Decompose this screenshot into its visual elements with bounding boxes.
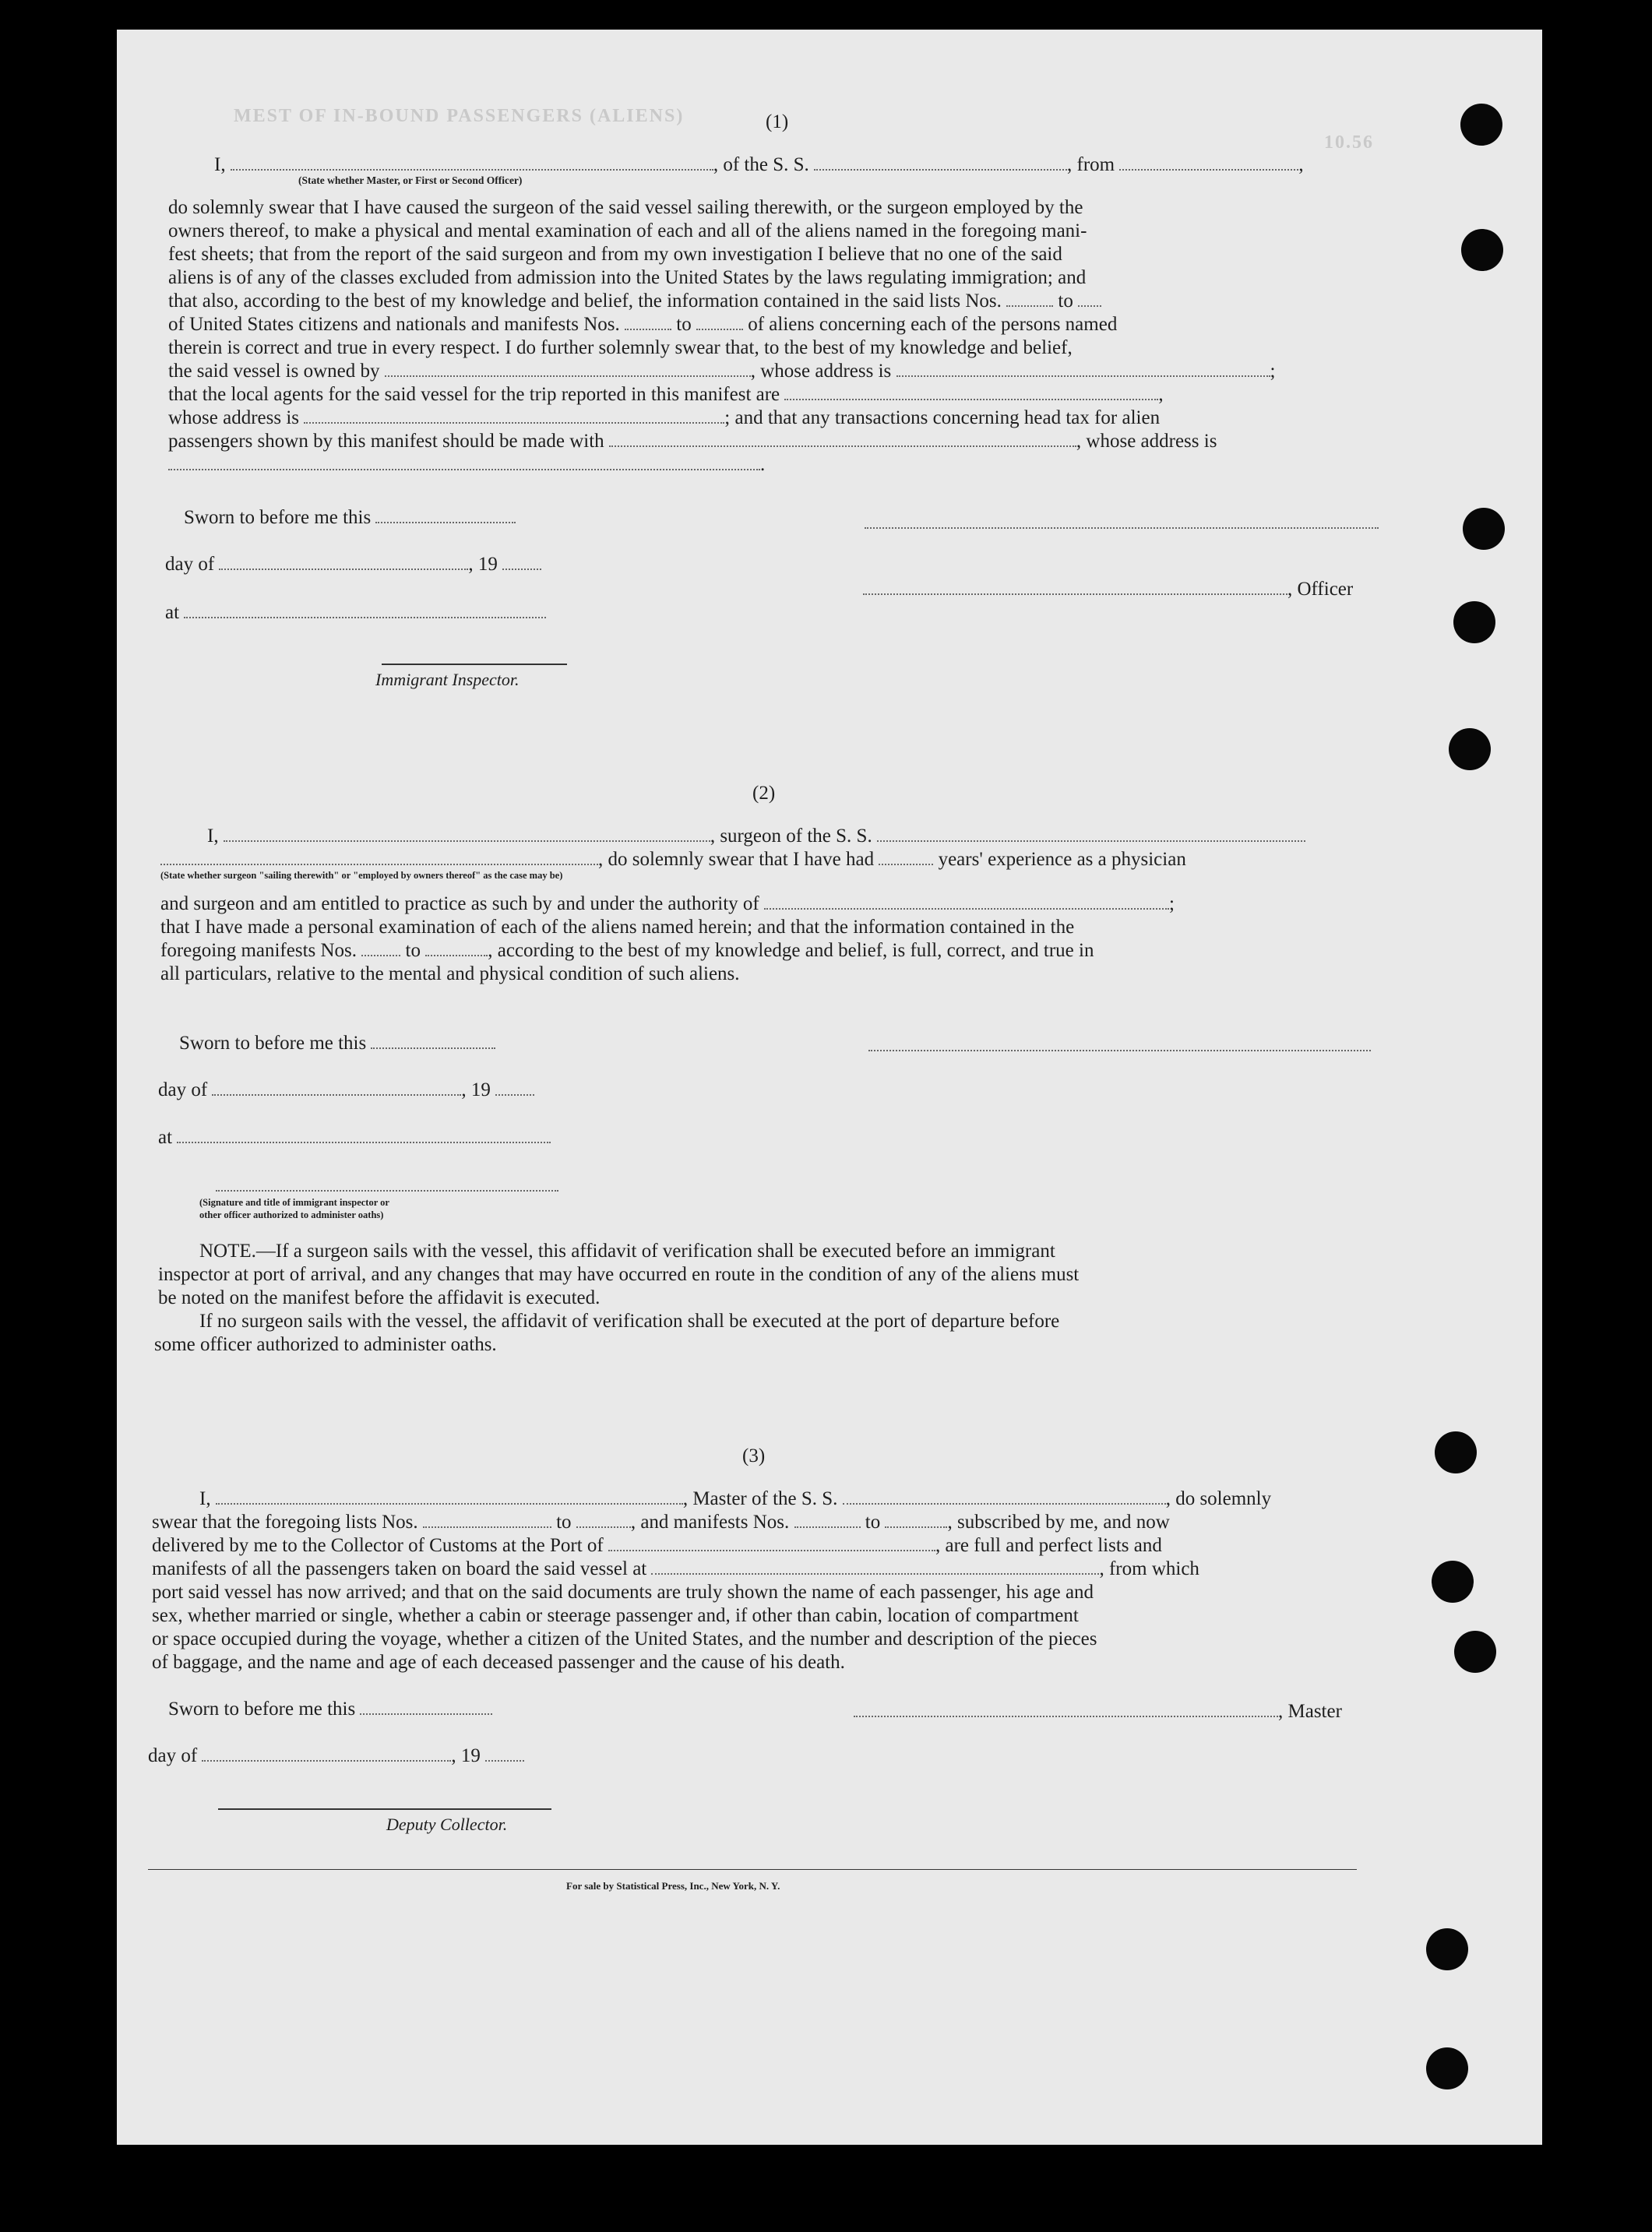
s2-ship-field[interactable] <box>877 826 1305 842</box>
punch-hole <box>1426 1928 1468 1970</box>
s1-para-3: fest sheets; that from the report of the said surgeon and from my own investigation I believe that no one of the said <box>168 244 1062 265</box>
s1-text: that the local agents for the said vessel for the trip reported in this manifest are <box>168 384 780 405</box>
s1-text: passengers shown by this manifest should be made with <box>168 431 604 452</box>
s1-para-1: do solemnly swear that I have caused the surgeon of the said vessel sailing therewith, or the surgeon employed by the <box>168 197 1083 218</box>
s1-text: , of the S. S. <box>713 154 809 175</box>
bleed-through-title: MEST OF IN-BOUND PASSENGERS (ALIENS) <box>234 106 685 126</box>
footer-printer-credit: For sale by Statistical Press, Inc., New York, N. Y. <box>566 1880 780 1892</box>
s1-officer-line <box>863 578 1353 601</box>
s1-para-4: aliens is of any of the classes excluded from admission into the United States by the laws regulating immigration; and <box>168 267 1087 288</box>
punch-hole <box>1449 728 1491 770</box>
s3-line-8: of baggage, and the name and age of each deceased passenger and the cause of his death. <box>152 1652 845 1673</box>
s3-sworn-date-field[interactable] <box>360 1699 492 1715</box>
s3-line-6: sex, whether married or single, whether a cabin or steerage passenger and, if other than cabin, location of compartment <box>152 1605 1079 1626</box>
s3-text: day of <box>148 1745 198 1766</box>
s2-text: day of <box>158 1079 208 1100</box>
s3-text: I, <box>199 1488 211 1509</box>
s1-text: to <box>676 314 692 335</box>
s1-text: whose address is <box>168 407 300 428</box>
s2-inspector-signature-line[interactable] <box>216 1190 558 1192</box>
section-3-number: (3) <box>742 1445 766 1466</box>
s2-surgeon-signature-line[interactable] <box>868 1050 1371 1051</box>
s2-day-field[interactable] <box>212 1080 461 1096</box>
punch-hole <box>1461 229 1503 271</box>
s2-note-2: inspector at port of arrival, and any changes that may have occurred en route in the condition of any of the aliens must <box>158 1264 1080 1285</box>
s2-text: ; <box>1169 893 1175 914</box>
s1-text: , whose address is <box>1076 431 1217 452</box>
punch-hole <box>1435 1431 1477 1473</box>
s2-text: , according to the best of my knowledge and belief, is full, correct, and true in <box>488 940 1094 961</box>
section-2-number: (2) <box>752 783 776 804</box>
s3-text: delivered by me to the Collector of Customs at the Port of <box>152 1535 604 1556</box>
s3-lists-from-field[interactable] <box>423 1512 551 1528</box>
s3-text: , from which <box>1099 1558 1199 1579</box>
s3-line-3 <box>152 1534 1162 1558</box>
s3-text: , subscribed by me, and now <box>947 1512 1170 1533</box>
s1-text: day of <box>165 554 215 575</box>
manifests-from-field[interactable] <box>625 315 671 330</box>
s3-text: , Master <box>1278 1701 1342 1722</box>
s3-text: , Master of the S. S. <box>682 1488 838 1509</box>
licensing-authority-field[interactable] <box>764 894 1169 910</box>
s3-line-1 <box>199 1487 1271 1511</box>
s2-line-2 <box>160 848 1186 871</box>
s2-text: foregoing manifests Nos. <box>160 940 358 961</box>
s2-text: , 19 <box>461 1079 491 1100</box>
s1-para-11 <box>168 430 1217 453</box>
s2-year-field[interactable] <box>495 1080 534 1096</box>
owner-field[interactable] <box>385 361 751 377</box>
s3-collector-signature-line[interactable] <box>218 1808 551 1810</box>
s1-text: I, <box>214 154 226 175</box>
s2-text: —If a surgeon sails with the vessel, this affidavit of verification shall be executed before an immigrant <box>255 1241 1055 1262</box>
s1-text: , 19 <box>468 554 498 575</box>
s1-para-7: therein is correct and true in every respect. I do further solemnly swear that, to the best of my knowledge and belief, <box>168 337 1073 358</box>
punch-hole <box>1463 508 1505 550</box>
master-name-field[interactable] <box>216 1489 683 1505</box>
s2-text: to <box>405 940 421 961</box>
s2-text: Sworn to before me this <box>179 1033 367 1054</box>
head-tax-address-field[interactable] <box>168 455 760 470</box>
s3-text: , 19 <box>451 1745 481 1766</box>
s3-line-7: or space occupied during the voyage, whether a citizen of the United States, and the number and description of the pieces <box>152 1628 1097 1649</box>
s1-sworn-line <box>184 506 516 530</box>
s3-text: swear that the foregoing lists Nos. <box>152 1512 418 1533</box>
s3-text: Sworn to before me this <box>168 1699 356 1720</box>
from-port-field[interactable] <box>1119 155 1298 171</box>
s2-text: , do solemnly swear that I have had <box>598 849 875 870</box>
s3-manifests-from-field[interactable] <box>794 1512 861 1528</box>
local-agents-field[interactable] <box>784 385 1158 400</box>
ship-name-field[interactable] <box>814 155 1067 171</box>
s1-officer-field[interactable] <box>863 579 1287 595</box>
s1-text: . <box>760 454 766 475</box>
s2-line-2-note: (State whether surgeon "sailing therewith" or "employed by owners thereof" as the case may be) <box>160 870 563 881</box>
collector-port-field[interactable] <box>608 1536 935 1551</box>
s3-line-5: port said vessel has now arrived; and that on the said documents are truly shown the name of each passenger, his age and <box>152 1582 1094 1603</box>
s3-line-4 <box>152 1558 1199 1581</box>
s2-para-3 <box>160 892 1175 916</box>
s1-text: , whose address is <box>750 361 892 382</box>
s1-inspector-signature-line[interactable] <box>382 664 567 665</box>
s3-day-field[interactable] <box>202 1746 451 1762</box>
s2-note-4: If no surgeon sails with the vessel, the affidavit of verification shall be executed at the port of departure before <box>199 1311 1060 1332</box>
s3-manifests-to-field[interactable] <box>885 1512 947 1528</box>
s2-para-4: that I have made a personal examination of each of the aliens named herein; and that the information contained in the <box>160 917 1075 938</box>
s1-text: ; and that any transactions concerning head tax for alien <box>724 407 1161 428</box>
s1-para-2: owners thereof, to make a physical and mental examination of each and all of the aliens named in the foregoing mani- <box>168 220 1087 241</box>
surgeon-name-field[interactable] <box>224 826 710 842</box>
owner-address-field[interactable] <box>896 361 1270 377</box>
s2-sworn-line <box>179 1032 495 1055</box>
s3-text: , are full and perfect lists and <box>935 1535 1162 1556</box>
officer-rank-field[interactable] <box>231 155 713 171</box>
embarkation-port-field[interactable] <box>651 1559 1099 1575</box>
s1-para-10 <box>168 407 1160 430</box>
s1-text: , from <box>1067 154 1115 175</box>
s2-sworn-date-field[interactable] <box>371 1033 495 1049</box>
s3-ship-field[interactable] <box>843 1489 1166 1505</box>
s1-text: , Officer <box>1287 579 1354 600</box>
punch-hole <box>1453 601 1495 643</box>
s2-manifest-from-field[interactable] <box>361 941 400 956</box>
bleed-through-number: 10.56 <box>1324 132 1374 153</box>
section-1-number: (1) <box>766 111 789 132</box>
s1-para-5 <box>168 290 1101 313</box>
s1-text: , <box>1298 154 1304 175</box>
punch-hole <box>1426 2047 1468 2089</box>
s3-sworn-line <box>168 1698 492 1721</box>
s1-dayof-line <box>165 553 541 576</box>
s2-sig-caption-1: (Signature and title of immigrant inspector or <box>199 1197 389 1208</box>
note-label: NOTE. <box>199 1241 256 1262</box>
s1-para-6 <box>168 313 1117 336</box>
s1-text: , <box>1158 384 1164 405</box>
s1-day-field[interactable] <box>219 554 468 570</box>
s1-at-field[interactable] <box>184 603 546 618</box>
head-tax-contact-field[interactable] <box>609 431 1076 447</box>
footer-rule <box>148 1869 1357 1870</box>
s2-note-3: be noted on the manifest before the affidavit is executed. <box>158 1287 601 1308</box>
s1-para-9 <box>168 383 1164 407</box>
s1-text: of aliens concerning each of the persons named <box>748 314 1118 335</box>
s1-inspector-caption: Immigrant Inspector. <box>375 670 520 689</box>
s1-para-8 <box>168 360 1275 383</box>
s1-text: ; <box>1270 361 1276 382</box>
s2-text: I, <box>207 826 219 847</box>
s3-master-line <box>854 1700 1342 1723</box>
s1-text: Sworn to before me this <box>184 507 372 528</box>
s1-para-12 <box>168 453 765 477</box>
s2-para-5 <box>160 939 1094 963</box>
s3-collector-caption: Deputy Collector. <box>386 1815 508 1834</box>
s2-text: at <box>158 1127 173 1148</box>
s1-sworn-date-field[interactable] <box>375 508 516 523</box>
s3-master-signature-field[interactable] <box>854 1702 1278 1717</box>
s3-year-field[interactable] <box>485 1746 524 1762</box>
s3-dayof-line <box>148 1744 524 1768</box>
s3-text: to <box>865 1512 881 1533</box>
s3-text: manifests of all the passengers taken on board the said vessel at <box>152 1558 647 1579</box>
s2-para-6: all particulars, relative to the mental and physical condition of such aliens. <box>160 963 740 984</box>
s2-manifest-to-field[interactable] <box>425 941 488 956</box>
agents-address-field[interactable] <box>304 408 724 424</box>
s1-line-1 <box>214 153 1304 177</box>
s1-at-line <box>165 601 546 625</box>
s1-text: that also, according to the best of my knowledge and belief, the information contained in the said lists Nos. <box>168 290 1002 312</box>
s1-text: of United States citizens and nationals and manifests Nos. <box>168 314 620 335</box>
s3-text: , and manifests Nos. <box>630 1512 790 1533</box>
manifests-to-field[interactable] <box>696 315 743 330</box>
surgeon-type-field[interactable] <box>160 850 598 865</box>
s2-at-line <box>158 1126 551 1149</box>
lists-from-field[interactable] <box>1006 291 1053 307</box>
s3-text: to <box>556 1512 572 1533</box>
s2-note-5: some officer authorized to administer oaths. <box>154 1334 497 1355</box>
s3-line-2 <box>152 1511 1170 1534</box>
s2-sig-caption-2: other officer authorized to administer oaths) <box>199 1209 384 1220</box>
lists-to-field[interactable] <box>1078 291 1101 307</box>
s1-year-field[interactable] <box>502 554 541 570</box>
s1-text: to <box>1058 290 1073 312</box>
years-experience-field[interactable] <box>879 850 933 865</box>
punch-hole <box>1432 1561 1474 1603</box>
s3-lists-to-field[interactable] <box>576 1512 631 1528</box>
s2-note-1 <box>199 1240 1055 1263</box>
s2-text: years' experience as a physician <box>938 849 1186 870</box>
s2-dayof-line <box>158 1079 534 1102</box>
s2-text: , surgeon of the S. S. <box>710 826 872 847</box>
s1-line-1-note: (State whether Master, or First or Second Officer) <box>298 174 523 186</box>
s1-officer-signature-line[interactable] <box>865 527 1379 529</box>
punch-hole <box>1460 104 1502 146</box>
s2-text: and surgeon and am entitled to practice as such by and under the authority of <box>160 893 759 914</box>
s1-text: at <box>165 602 180 623</box>
s1-text: the said vessel is owned by <box>168 361 380 382</box>
s2-line-1 <box>207 825 1305 848</box>
s2-at-field[interactable] <box>177 1128 551 1143</box>
s3-text: , do solemnly <box>1165 1488 1272 1509</box>
punch-hole <box>1454 1631 1496 1673</box>
